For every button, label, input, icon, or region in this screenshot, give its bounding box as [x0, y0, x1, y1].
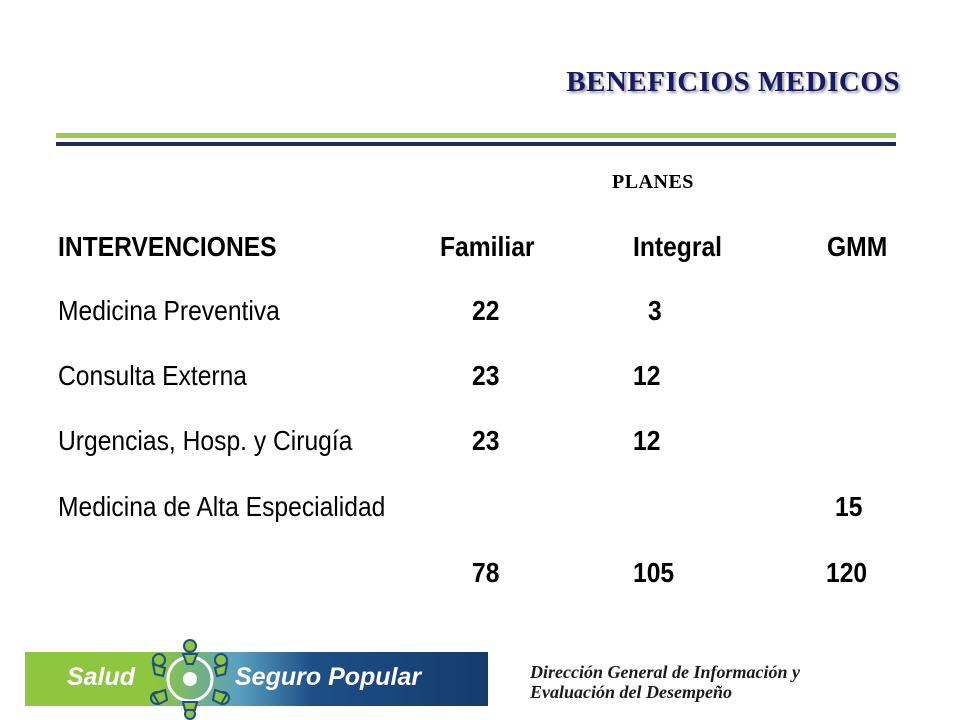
plans-subheader: PLANES — [612, 171, 694, 193]
row-label-alta-especialidad: Medicina de Alta Especialidad — [58, 491, 386, 522]
gmm-value: 15 — [835, 491, 863, 522]
logo-salud-text: Salud — [67, 663, 136, 691]
logo-seguro-popular-text: Seguro Popular — [235, 663, 422, 691]
people-circle-logo-icon — [135, 638, 245, 720]
row-label-consulta-externa: Consulta Externa — [58, 360, 248, 391]
footer-credit — [530, 662, 800, 702]
familiar-value: 23 — [472, 425, 500, 456]
header-familiar: Familiar — [440, 231, 535, 262]
total-gmm: 120 — [826, 557, 868, 588]
page-title: BENEFICIOS MEDICOS — [566, 66, 900, 98]
integral-value: 3 — [648, 295, 662, 326]
footer-line-2: Evaluación del Desempeño — [530, 682, 732, 702]
total-integral: 105 — [633, 557, 675, 588]
total-familiar: 78 — [472, 557, 500, 588]
familiar-value: 23 — [472, 360, 500, 391]
header-interventions: INTERVENCIONES — [58, 231, 277, 262]
salud-seguro-popular-logo — [25, 652, 488, 706]
integral-value: 12 — [633, 360, 661, 391]
footer-line-1: Dirección General de Información y — [530, 662, 800, 682]
familiar-value: 22 — [472, 295, 500, 326]
integral-value: 12 — [633, 425, 661, 456]
row-label-medicina-preventiva: Medicina Preventiva — [58, 295, 280, 326]
row-label-urgencias: Urgencias, Hosp. y Cirugía — [58, 425, 353, 456]
header-integral: Integral — [633, 231, 723, 262]
header-gmm: GMM — [827, 231, 888, 262]
